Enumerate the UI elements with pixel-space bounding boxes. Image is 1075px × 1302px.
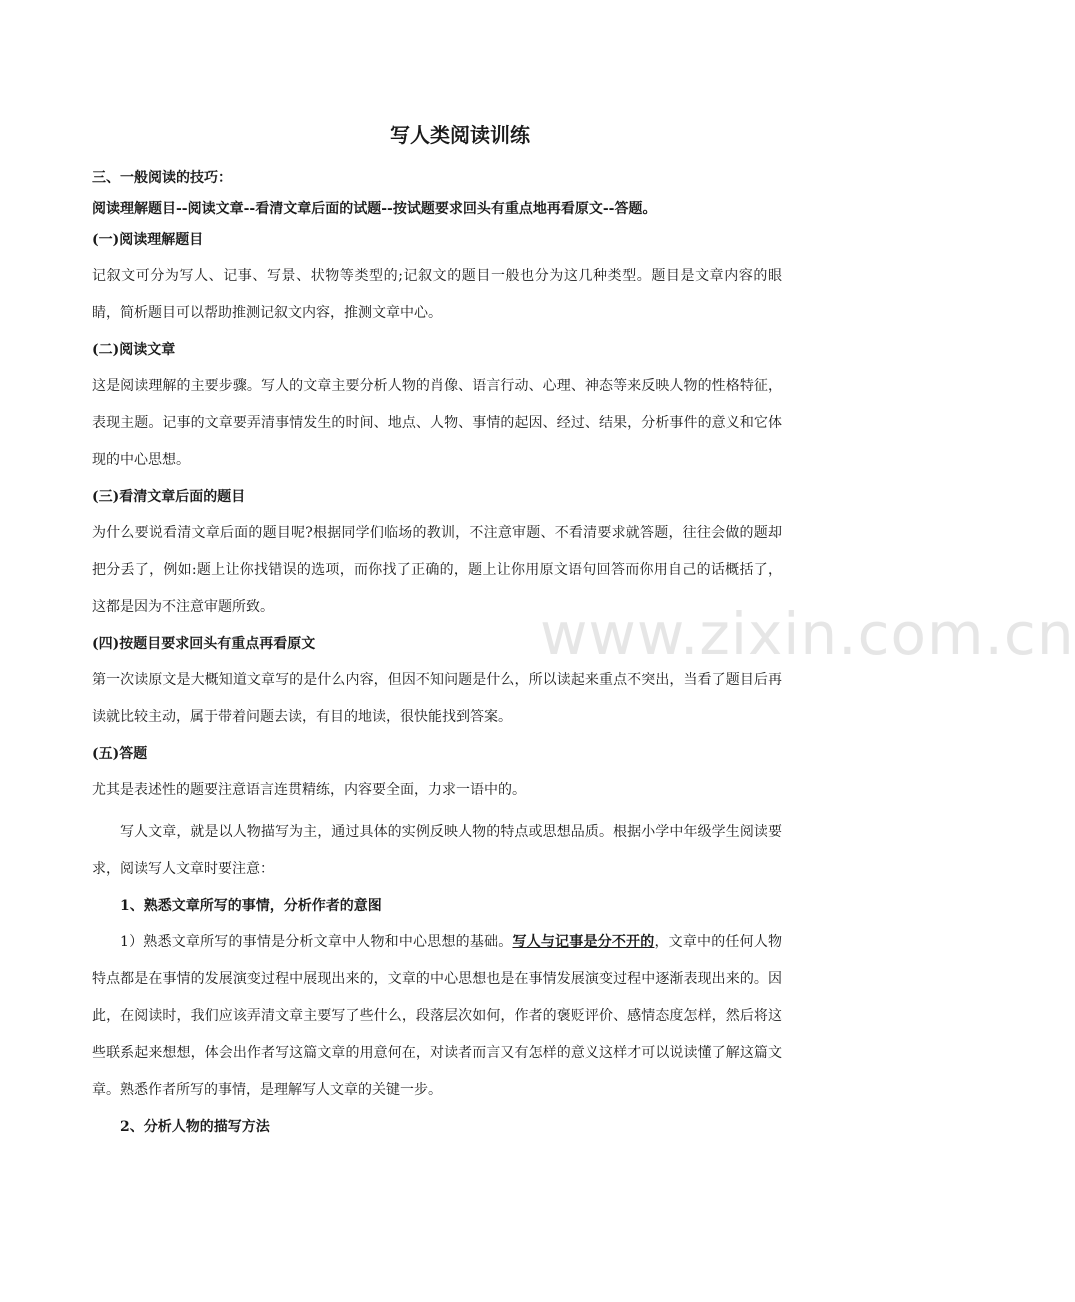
- subheading-5: (五)答题: [92, 746, 148, 762]
- subheading-4: (四)按题目要求回头有重点再看原文: [92, 636, 316, 652]
- watermark: www.zixin.com.cn: [540, 600, 1075, 668]
- paragraph-3: 为什么要说看清文章后面的题目呢?根据同学们临场的教训，不注意审题、不看清要求就答题，往往会做的题却把分丢了，例如:题上让你找错误的选项，而你找了正确的，题上让你用原文语句回答而你用自己的话概括了，这都是因为不注意审题所致。: [92, 525, 782, 615]
- paragraph-4: 第一次读原文是大概知道文章写的是什么内容，但因不知问题是什么，所以读起来重点不突出，当看了题目后再读就比较主动，属于带着问题去读，有目的地读，很快能找到答案。: [92, 672, 782, 725]
- document-body: [92, 166, 782, 1140]
- page-title: 写人类阅读训练: [390, 123, 530, 147]
- paragraph-1: 记叙文可分为写人、记事、写景、状物等类型的;记叙文的题目一般也分为这几种类型。题目是文章内容的眼睛，简析题目可以帮助推测记叙文内容，推测文章中心。: [92, 268, 782, 321]
- reading-steps: 阅读理解题目--阅读文章--看清文章后面的试题--按试题要求回头有重点地再看原文--答题。: [92, 201, 657, 217]
- paragraph-2: 这是阅读理解的主要步骤。写人的文章主要分析人物的肖像、语言行动、心理、神态等来反映人物的性格特征，表现主题。记事的文章要弄清事情发生的时间、地点、人物、事情的起因、经过、结果，分析事件的意义和它体现的中心思想。: [92, 378, 782, 468]
- point-heading-2: 2、分析人物的描写方法: [120, 1119, 270, 1135]
- section-heading: 三、一般阅读的技巧：: [92, 170, 232, 186]
- paragraph-7-part-1: 1）熟悉文章所写的事情是分析文章中人物和中心思想的基础。: [120, 934, 513, 950]
- point-heading-1: 1、熟悉文章所写的事情，分析作者的意图: [120, 898, 382, 914]
- subheading-1: (一)阅读理解题目: [92, 232, 204, 248]
- paragraph-7-part-2: ，文章中的任何人物特点都是在事情的发展演变过程中展现出来的，文章的中心思想也是在事情发展演变过程中逐渐表现出来的。因此，在阅读时，我们应该弄清文章主要写了些什么，段落层次如何，作者的褒贬评价、感情态度怎样，然后将这些联系起来想想，体会出作者写这篇文章的用意何在，对读者而言又有怎样的意义这样才可以说读懂了解这篇文章。熟悉作者所写的事情，是理解写人文章的关键一步。: [92, 934, 783, 1098]
- paragraph-5: 尤其是表述性的题要注意语言连贯精练，内容要全面，力求一语中的。: [92, 782, 526, 798]
- underlined-phrase: 写人与记事是分不开的: [512, 934, 655, 950]
- paragraph-7: [92, 924, 782, 1109]
- subheading-2: (二)阅读文章: [92, 342, 176, 358]
- paragraph-6: 写人文章，就是以人物描写为主，通过具体的实例反映人物的特点或思想品质。根据小学中年级学生阅读要求，阅读写人文章时要注意：: [92, 824, 782, 877]
- subheading-3: (三)看清文章后面的题目: [92, 489, 246, 505]
